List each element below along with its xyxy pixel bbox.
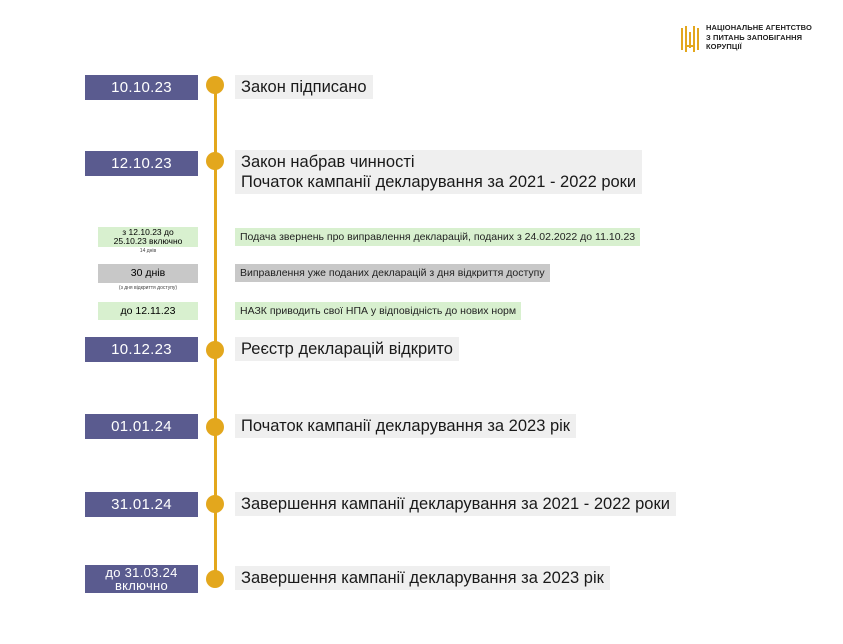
timeline-dot-3 (206, 341, 224, 359)
sub-event-1-note: 14 днів (139, 248, 157, 254)
logo-text (706, 23, 812, 52)
sub-event-2-note: (з дня відкриття доступу) (118, 285, 178, 291)
event-1-line-1: Закон підписано (241, 78, 367, 96)
sub-event-date-3 (98, 302, 198, 320)
sub-event-text-2: Виправлення уже поданих декларацій з дня відкриття доступу (235, 264, 550, 282)
timeline-dot-2 (206, 152, 224, 170)
sub-event-1-date-line-1: з 12.10.23 до (122, 227, 174, 237)
event-date-4: 01.01.24 (85, 414, 198, 439)
event-2-line-1: Закон набрав чинності (241, 153, 415, 171)
nazk-logo (680, 22, 820, 54)
logo-line-1: НАЦІОНАЛЬНЕ АГЕНТСТВО (706, 23, 812, 32)
event-text-2 (235, 150, 642, 194)
sub-event-2-date-line-1: 30 днів (130, 267, 166, 279)
sub-event-date-2 (98, 264, 198, 283)
timeline-dot-5 (206, 495, 224, 513)
event-text-6 (235, 566, 610, 590)
event-3-line-1: Реєстр декларацій відкрито (241, 340, 453, 358)
event-5-line-1: Завершення кампанії декларування за 2021 - 2022 роки (241, 495, 670, 513)
event-2-line-2: Початок кампанії декларування за 2021 - 2022 роки (241, 173, 637, 191)
sub-event-text-1: Подача звернень про виправлення декларацій, поданих з 24.02.2022 до 11.10.23 (235, 228, 640, 246)
event-text-4 (235, 414, 576, 438)
event-date-5: 31.01.24 (85, 492, 198, 517)
event-6-line-1: Завершення кампанії декларування за 2023 рік (241, 569, 604, 587)
logo-line-2: З ПИТАНЬ ЗАПОБІГАННЯ (706, 32, 803, 42)
event-date-1: 10.10.23 (85, 75, 198, 100)
event-date-6 (85, 565, 198, 593)
event-text-3 (235, 337, 459, 361)
event-date-3: 10.12.23 (85, 337, 198, 362)
sub-event-3-date-line-1: до 12.11.23 (120, 304, 176, 317)
event-6-date-line-2: включно (114, 578, 169, 593)
event-6-date-line-1: до 31.03.24 (105, 565, 178, 580)
timeline-dot-4 (206, 418, 224, 436)
event-text-5 (235, 492, 676, 516)
sub-event-text-3: НАЗК приводить свої НПА у відповідність до нових норм (235, 302, 521, 320)
timeline-dot-1 (206, 76, 224, 94)
logo-line-3: КОРУПЦІЇ (706, 42, 742, 51)
nazk-emblem-icon (680, 24, 702, 54)
timeline-dot-6 (206, 570, 224, 588)
event-4-line-1: Початок кампанії декларування за 2023 рік (241, 417, 571, 435)
sub-event-1-date-line-2: 25.10.23 включно (113, 236, 183, 246)
sub-event-date-1 (98, 227, 198, 247)
event-date-2: 12.10.23 (85, 151, 198, 176)
event-text-1 (235, 75, 373, 99)
